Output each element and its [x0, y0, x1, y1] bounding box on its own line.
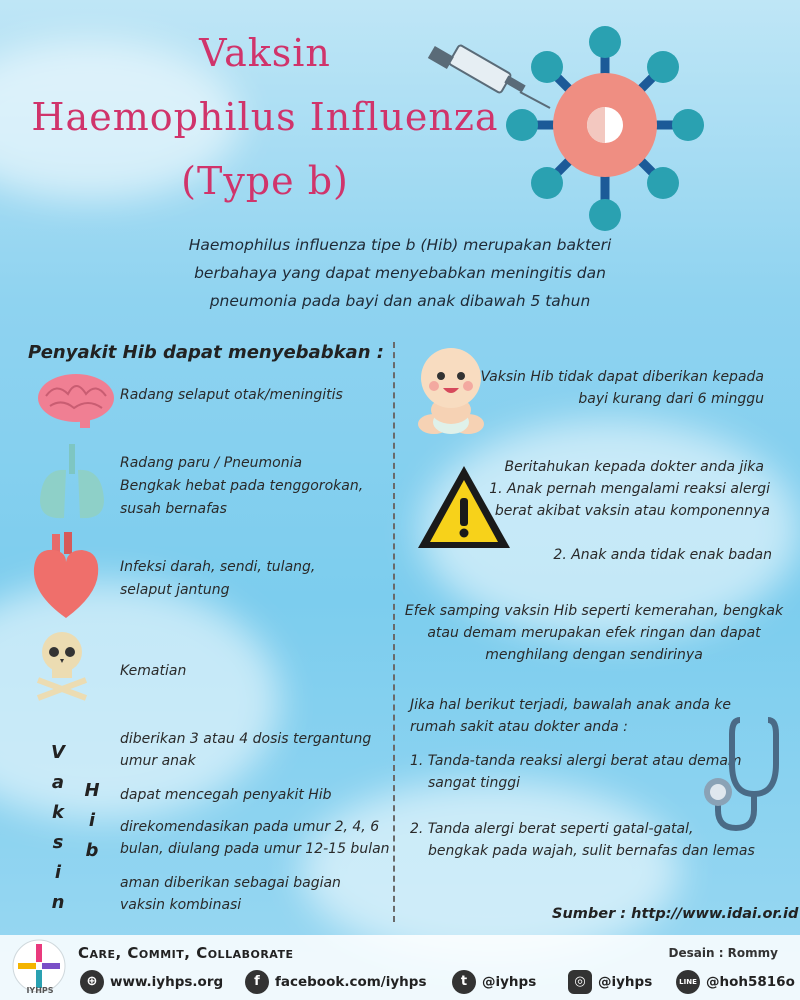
hospital-1-line-2: sangat tinggi — [428, 775, 521, 791]
baby-icon — [408, 342, 494, 440]
vaksin-item-2: dapat mencegah penyakit Hib — [120, 787, 332, 803]
vaksin-vertical-label: V a k s i n — [51, 742, 65, 913]
warning-icon — [414, 462, 514, 554]
intro-line-3: pneumonia pada bayi dan anak dibawah 5 tahun — [209, 292, 591, 310]
tagline: Care, Commit, Collaborate — [78, 944, 294, 962]
title-line-2: Haemophilus Influenza — [31, 95, 499, 139]
vaksin-item-1-line-1: diberikan 3 atau 4 dosis tergantung — [120, 731, 372, 747]
brain-icon — [36, 372, 116, 428]
virus-syringe-icon — [420, 20, 720, 240]
vaksin-item-1-line-2: umur anak — [120, 753, 196, 769]
virus-icon — [506, 26, 704, 231]
twitter-icon: t — [452, 970, 476, 994]
title-line-3: (Type b) — [181, 159, 349, 203]
baby-note-line-1: Vaksin Hib tidak dapat diberikan kepada — [480, 369, 764, 385]
lungs-icon — [36, 440, 108, 524]
side-effects-line-2: atau demam merupakan efek ringan dan dapat — [427, 625, 761, 641]
vaksin-item-3-line-1: direkomendasikan pada umur 2, 4, 6 — [120, 819, 380, 835]
vaksin-item-3-line-2: bulan, diulang pada umur 12-15 bulan — [120, 841, 390, 857]
logo-text: IYHPS — [26, 986, 54, 995]
skull-icon — [30, 628, 94, 702]
diseases-heading: Penyakit Hib dapat menyebabkan : — [28, 342, 384, 363]
disease-2-line-1: Radang paru / Pneumonia — [120, 455, 303, 471]
disease-1-text: Radang selaput otak/meningitis — [120, 387, 343, 403]
facebook-icon: f — [245, 970, 269, 994]
twitter-link[interactable]: @iyhps — [482, 974, 537, 990]
disease-3-line-1: Infeksi darah, sendi, tulang, — [120, 559, 316, 575]
hospital-2-line-1: 2. Tanda alergi berat seperti gatal-gatal, — [410, 821, 694, 837]
line-icon: LINE — [676, 970, 700, 994]
side-effects-line-3: menghilang dengan sendirinya — [485, 647, 703, 663]
side-effects-line-1: Efek samping vaksin Hib seperti kemerahan, bengkak — [404, 603, 784, 619]
title-line-1: Vaksin — [199, 31, 331, 75]
warning-line-3: berat akibat vaksin atau komponennya — [494, 503, 770, 519]
disease-2-line-2: Bengkak hebat pada tenggorokan, — [120, 478, 364, 494]
website-link[interactable]: www.iyhps.org — [110, 974, 224, 990]
hib-vertical-label: H i b — [84, 780, 100, 861]
baby-note-line-2: bayi kurang dari 6 minggu — [578, 391, 764, 407]
intro-line-2: berbahaya yang dapat menyebabkan meningitis dan — [194, 264, 606, 282]
design-credit: Desain : Rommy — [668, 946, 778, 960]
warning-2: 2. Anak anda tidak enak badan — [553, 547, 772, 563]
stethoscope-icon — [692, 714, 782, 834]
vaksin-item-4-line-1: aman diberikan sebagai bagian — [120, 875, 341, 891]
line-link[interactable]: @hoh5816o — [706, 974, 795, 990]
hospital-1-line-1: 1. Tanda-tanda reaksi alergi berat atau demam — [410, 753, 742, 769]
instagram-link[interactable]: @iyhps — [598, 974, 653, 990]
warning-line-2: 1. Anak pernah mengalami reaksi alergi — [489, 481, 770, 497]
heart-icon — [30, 530, 102, 622]
warning-line-1: Beritahukan kepada dokter anda jika — [504, 459, 764, 475]
facebook-link[interactable]: facebook.com/iyhps — [275, 974, 427, 990]
instagram-icon: ◎ — [568, 970, 592, 994]
hospital-intro-line-1: Jika hal berikut terjadi, bawalah anak anda ke — [410, 697, 731, 713]
column-divider — [393, 342, 395, 922]
hospital-2-line-2: bengkak pada wajah, sulit bernafas dan lemas — [428, 843, 755, 859]
disease-3-line-2: selaput jantung — [120, 582, 230, 598]
intro-line-1: Haemophilus influenza tipe b (Hib) merupakan bakteri — [188, 236, 612, 254]
disease-2-line-3: susah bernafas — [120, 501, 227, 517]
disease-4-text: Kematian — [120, 663, 187, 679]
globe-icon: ⊕ — [80, 970, 104, 994]
hospital-intro-line-2: rumah sakit atau dokter anda : — [410, 719, 628, 735]
vaksin-item-4-line-2: vaksin kombinasi — [120, 897, 242, 913]
syringe-icon — [428, 44, 550, 108]
source-text: Sumber : http://www.idai.or.id — [552, 906, 799, 922]
